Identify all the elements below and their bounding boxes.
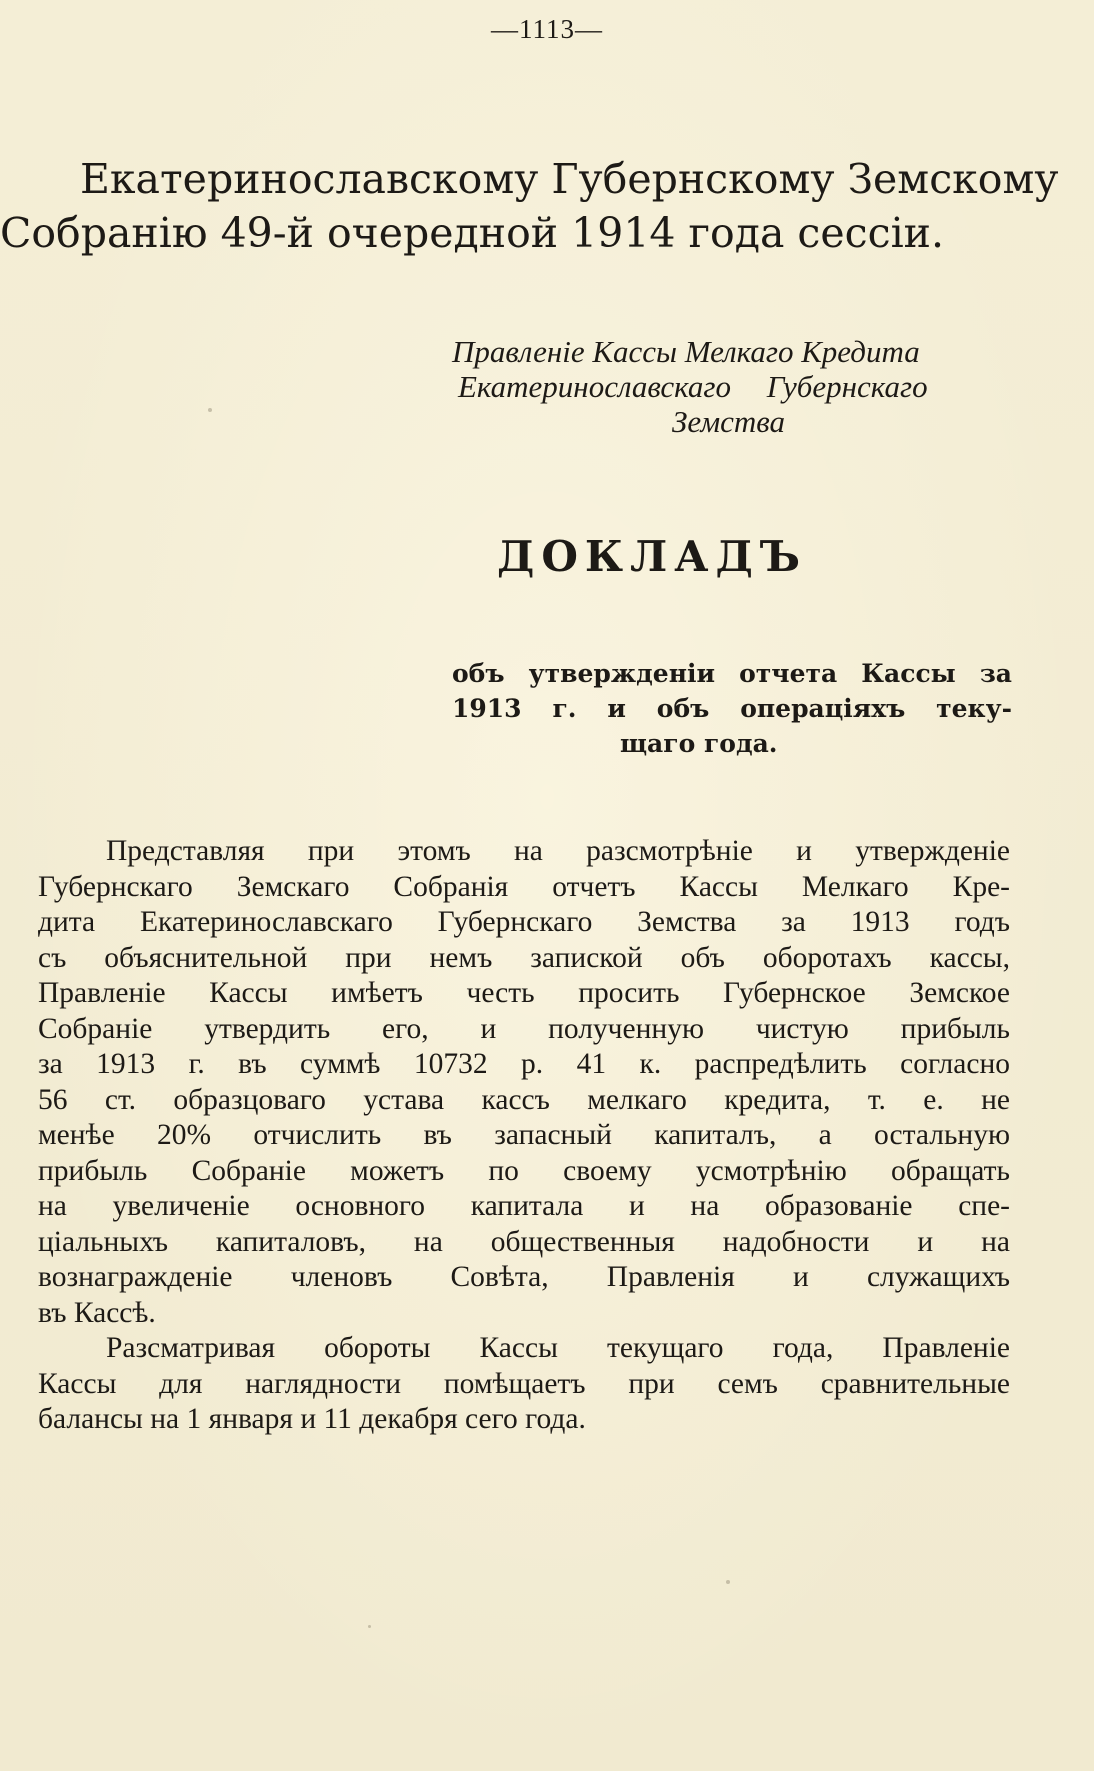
body-line: балансы на 1 января и 11 декабря сего года. [38, 1403, 586, 1435]
signatory-line-3: Земства [672, 404, 786, 439]
subject-line-1: объ утвержденіи отчета Кассы за [452, 659, 1012, 688]
body-line: на увеличеніе основного капитала и на образованіе спе- [38, 1190, 1010, 1222]
paper-speck [208, 408, 212, 412]
subject-line-3: щаго года. [620, 729, 778, 758]
document-title [0, 152, 1059, 260]
body-line: за 1913 г. въ суммѣ 10732 р. 41 к. распредѣлить согласно [38, 1048, 1010, 1080]
title-line-1: Екатеринославскому Губернскому Земскому [80, 155, 1059, 203]
report-subject [452, 656, 1012, 761]
body-line: Губернскаго Земскаго Собранія отчетъ Кассы Мелкаго Кре- [38, 870, 1010, 903]
body-line: менѣе 20% отчислить въ запасный капиталъ, а остальную [38, 1119, 1010, 1151]
body-line: ціальныхъ капиталовъ, на общественныя надобности и на [38, 1225, 1010, 1258]
paper-speck [726, 1580, 730, 1584]
report-heading: ДОКЛАДЪ [496, 532, 807, 581]
body-line: Собраніе утвердить его, и полученную чистую прибыль [38, 1012, 1010, 1045]
body-line: Правленіе Кассы имѣетъ честь просить Губернское Земское [38, 977, 1010, 1009]
signatory-line-1: Правленіе Кассы Мелкаго Кредита [452, 334, 920, 369]
paper-speck [368, 1625, 371, 1628]
body-line: прибыль Собраніе можетъ по своему усмотрѣнію обращать [38, 1154, 1010, 1187]
body-paragraph-2 [38, 1331, 1010, 1438]
signatory-line-2: Екатеринославскаго Губернскаго [458, 369, 928, 404]
body-line: 56 ст. образцоваго устава кассъ мелкаго кредита, т. е. не [38, 1083, 1010, 1116]
body-paragraph-1 [38, 834, 1010, 1331]
subject-line-2: 1913 г. и объ операціяхъ теку- [452, 694, 1012, 723]
body-line: съ объяснительной при немъ запиской объ оборотахъ кассы, [38, 941, 1010, 974]
body-line: Представляя при этомъ на разсмотрѣніе и утвержденіе [106, 835, 1010, 867]
body-line: Кассы для наглядности помѣщаетъ при семъ сравнительные [38, 1367, 1010, 1400]
signatory-block [440, 334, 1010, 439]
body-line: дита Екатеринославскаго Губернскаго Земства за 1913 годъ [38, 906, 1010, 938]
page-number: —1113— [491, 14, 603, 44]
title-line-2: Собранію 49-й очередной 1914 года сессіи. [0, 209, 945, 257]
body-line: вознагражденіе членовъ Совѣта, Правленія и служащихъ [38, 1261, 1010, 1293]
report-body [38, 834, 1010, 1438]
body-line: Разсматривая обороты Кассы текущаго года, Правленіе [106, 1332, 1010, 1364]
body-line: въ Кассѣ. [38, 1296, 156, 1329]
